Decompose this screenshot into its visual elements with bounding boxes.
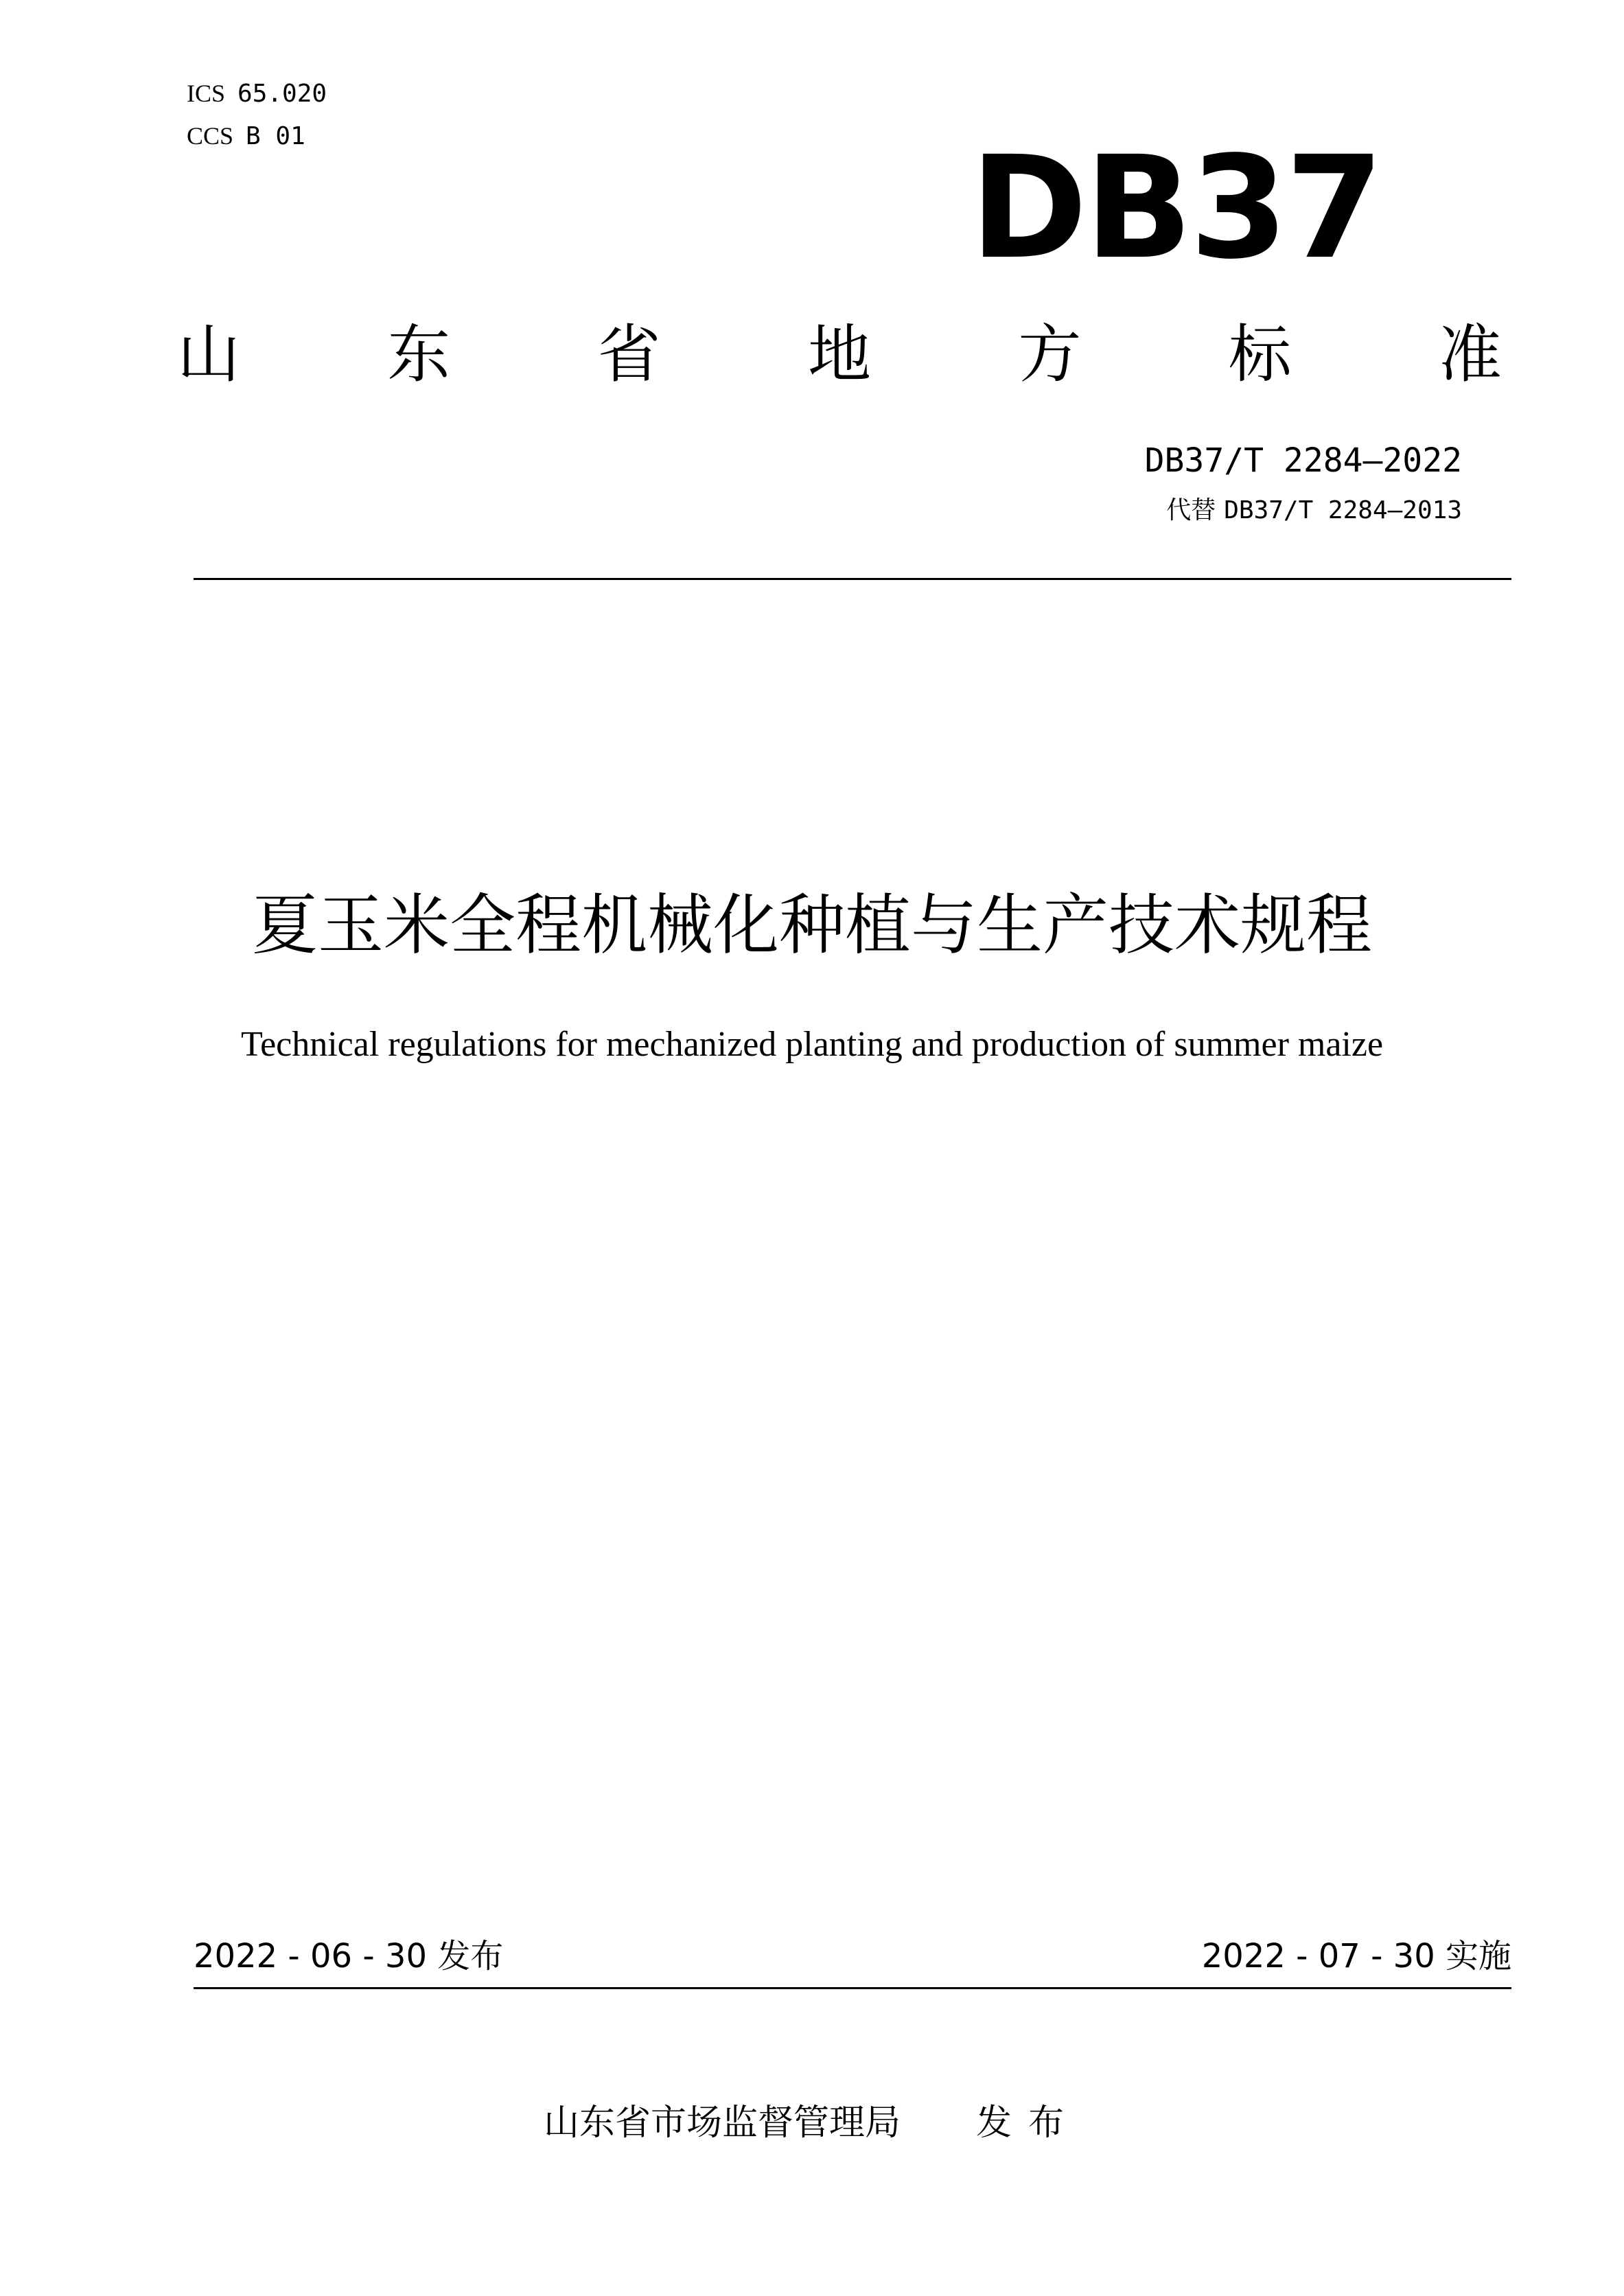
standard-type-heading [177, 317, 1502, 393]
ccs-code: B 01 [246, 122, 305, 150]
publisher-action: 发布 [976, 2102, 1081, 2144]
header-divider [194, 578, 1511, 580]
standard-type-char: 准 [1438, 318, 1502, 391]
document-title-cn: 夏玉米全程机械化种植与生产技术规程 [252, 887, 1372, 964]
replaces-label: 代替 [1166, 496, 1216, 524]
standard-type-char: 标 [1228, 318, 1292, 391]
replaces-number: DB37/T 2284—2013 [1224, 496, 1462, 524]
replaces-line [1166, 496, 1462, 526]
ccs-classification [187, 121, 305, 152]
standard-type-char: 东 [387, 318, 451, 391]
ics-classification [187, 78, 327, 109]
standard-type-char: 方 [1018, 318, 1082, 391]
standard-type-char: 山 [177, 318, 241, 391]
footer-divider [194, 1987, 1511, 1989]
standard-number: DB37/T 2284—2022 [1144, 441, 1462, 480]
ics-label: ICS [187, 80, 226, 107]
publisher-line [0, 2100, 1624, 2146]
implement-date: 2022 - 07 - 30 实施 [1201, 1937, 1511, 1975]
publisher-name: 山东省市场监督管理局 [543, 2102, 901, 2144]
ccs-label: CCS [187, 122, 234, 150]
standard-type-char: 省 [597, 318, 661, 391]
standard-type-char: 地 [807, 318, 871, 391]
document-title-en: Technical regulations for mechanized planting and production of summer maize [240, 1025, 1384, 1064]
ics-code: 65.020 [237, 80, 327, 108]
publish-date: 2022 - 06 - 30 发布 [194, 1937, 504, 1975]
db-mark: DB37 [970, 126, 1381, 290]
